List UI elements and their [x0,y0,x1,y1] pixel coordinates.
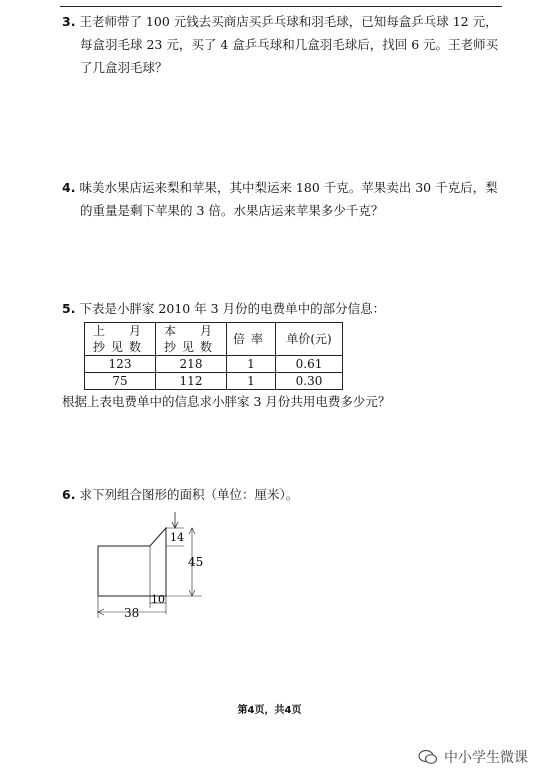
watermark-text: 中小学生微课 [444,750,528,766]
question-intro: 下表是小胖家 2010 年 3 月份的电费单中的部分信息： [79,301,386,316]
composite-shape-figure [92,508,222,627]
table-cell: 1 [227,373,276,390]
question-text-line: 了几盒羽毛球？ [80,60,168,75]
page-footer: 第4页，共4页 [237,705,302,716]
watermark [418,747,528,767]
table-cell: 0.61 [276,356,343,373]
wechat-icon [418,749,438,765]
question-5 [62,297,512,320]
question-number: 3. [62,14,76,29]
question-6 [62,483,512,506]
question-text-line: 味美水果店运来梨和苹果，其中梨运来 180 千克。苹果卖出 30 千克后，梨 [79,180,498,195]
question-text-line: 每盒羽毛球 23 元，买了 4 盒乒乓球和几盒羽毛球后，找回 6 元。王老师买 [80,37,499,52]
table-cell: 75 [85,373,156,390]
table-cell: 218 [156,356,227,373]
table-cell: 0.30 [276,373,343,390]
question-number: 5. [62,301,76,316]
electricity-bill-table [84,322,343,390]
question-text: 求下列组合图形的面积（单位：厘米）。 [79,487,299,502]
question-text-line: 的重量是剩下苹果的 3 倍。水果店运来苹果多少千克？ [80,203,384,218]
table-header-cell: 上 月 抄见数 [85,323,156,356]
table-row [85,373,343,390]
table-cell: 112 [156,373,227,390]
table-header-cell: 倍率 [227,323,276,356]
question-text-line: 王老师带了 100 元钱去买商店买乒乓球和羽毛球，已知每盒乒乓球 12 元， [79,14,498,29]
dimension-label-38: 38 [124,606,140,620]
table-cell: 123 [85,356,156,373]
question-5-prompt: 根据上表电费单中的信息求小胖家 3 月份共用电费多少元？ [62,394,391,409]
table-cell: 1 [227,356,276,373]
question-number: 4. [62,180,76,195]
dimension-label-10: 10 [151,593,165,606]
question-number: 6. [62,487,76,502]
composite-shape-diagram [92,508,222,623]
dimension-label-14: 14 [170,531,184,544]
question-4 [62,176,512,222]
table-header-cell: 单价(元) [276,323,343,356]
table-row [85,356,343,373]
question-3 [62,10,512,79]
top-rule [60,6,502,7]
dimension-label-45: 45 [188,555,204,569]
table-header-cell: 本 月 抄见数 [156,323,227,356]
